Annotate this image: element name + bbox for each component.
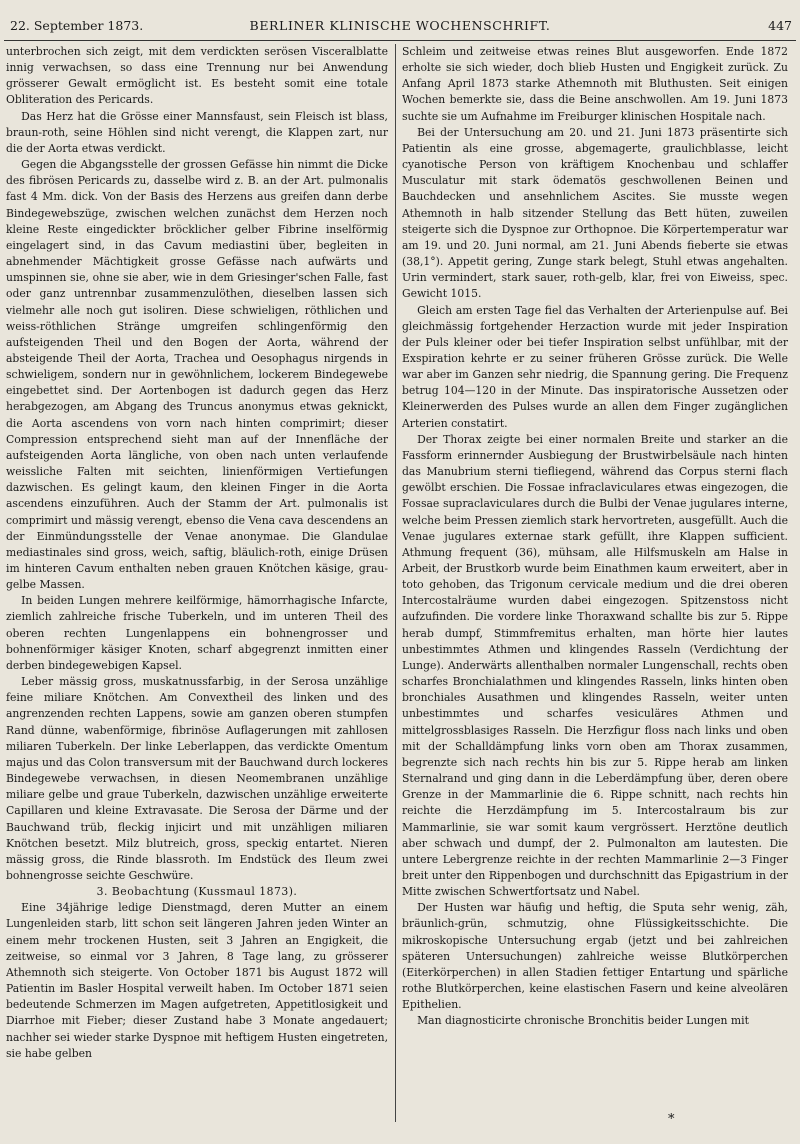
paragraph: Gleich am ersten Tage fiel das Verhalten der Arterienpulse auf. Bei gleichmässig fortgehender Herzaction wurde mit jeder Inspiration der Puls kleiner oder bei tiefer Inspiration selbst unfühlbar, mit der Exspiration kehrte er zu seiner früheren Grösse zurück. Die Welle war aber im Ganzen sehr niedrig, die Spannung gering. Die Frequenz betrug 104—120 in der Minute. Das inspiratorische Aussetzen oder Kleinerwerden des Pulses wurde an allen dem Finger zugänglichen Arterien constatirt. — [402, 303, 788, 430]
right-column — [402, 44, 788, 1124]
header-date: 22. September 1873. — [10, 18, 144, 33]
column-divider — [395, 44, 396, 1122]
paragraph: Der Thorax zeigte bei einer normalen Breite und starker an die Fassform erinnernder Ausbiegung der Brustwirbelsäule nach hinten das Manubrium sterni tiefliegend, während das Corpus sterni flach gewölbt erschien. Die Fossae infraclaviculares etwas eingezogen, die Fossae supraclaviculares durch die Bulbi der Venae jugulares interne, welche beim Pressen ziemlich stark hervortreten, ausgefüllt. Auch die Venae jugulares externae stark gefüllt, ihre Klappen sufficient. Athmung frequent (36), mühsam, alle Hilfsmuskeln am Halse in Arbeit, der Brustkorb wurde beim Einathmen kaum erweitert, aber in toto gehoben, das Trigonum cervicale medium und die drei oberen Intercostalräume wurden dabei eingezogen. Spitzenstoss nicht aufzufinden. Die vordere linke Thoraxwand schallte bis zur 5. Rippe herab dumpf, Stimmfremitus erhalten, man hörte hier lautes unbestimmtes Athmen und klingendes Rasseln (Verdichtung der Lunge). Anderwärts allenthalben normaler Lungenschall, rechts oben scharfes Bronchialathmen und klingendes Rasseln, links hinten oben bronchiales Ausathmen und klingendes Rasseln, weiter unten unbestimmtes und scharfes vesiculäres Athmen und mittelgrossblasiges Rasseln. Die Herzfigur floss nach links und oben mit der Schalldämpfung links vorn oben am Thorax zusammen, begrenzte sich nach rechts hin bis zur 5. Rippe herab am linken Sternalrand und ging dann in die Leberdämpfung über, deren obere Grenze in der Mammarlinie die 6. Rippe schnitt, nach rechts hin reichte die Herzdämpfung im 5. Intercostalraum bis zur Mammarlinie, sie war somit kaum vergrössert. Herztöne deutlich aber schwach und dumpf, der 2. Pulmonalton am lautesten. Die untere Lebergrenze reichte in der rechten Mammarlinie 2—3 Finger breit unter den Rippenbogen und durchschnitt das Epigastrium in der Mitte zwischen Schwertfortsatz und Nabel. — [402, 432, 788, 899]
paragraph: In beiden Lungen mehrere keilförmige, hämorrhagische Infarcte, ziemlich zahlreiche frische Tuberkeln, und im unteren Theil des oberen rechten Lungenlappens ein bohnengrosser und bohnenförmiger käsiger Knoten, scharf abgegrenzt inmitten einer derben bindegewebigen Kapsel. — [6, 594, 388, 672]
footnote-mark: * — [668, 1112, 675, 1127]
paragraph: Gegen die Abgangsstelle der grossen Gefässe hin nimmt die Dicke des fibrösen Pericards zu, dasselbe wird z. B. an der Art. pulmonalis fast 4 Mm. dick. Von der Basis des Herzens aus greifen dann derbe Bindegewebszüge, zwischen welchen zunächst dem Herzen noch kleine Reste eingedickter bröcklicher gelber Fibrine inselförmig eingelagert sind, in das Cavum mediastini über, begleiten in abnehmender Mächtigkeit grosse Gefässe nach aufwärts und umspinnen sie, ohne sie aber, wie in dem Griesinger'schen Falle, fast oder ganz untrennbar zusammenzulöthen, dieselben lassen sich vielmehr alle noch gut isoliren. Diese schwieligen, röthlichen und weiss-röthlichen Stränge umgreifen schlingenförmig den aufsteigenden Theil und den Bogen der Aorta, während der absteigende Theil der Aorta, Trachea und Oesophagus nirgends in schwieligem, sondern nur in gewöhnlichem, lockerem Bindegewebe eingebettet sind. Der Aortenbogen ist dadurch gegen das Herz herabgezogen, am Abgang des Truncus anonymus etwas geknickt, die Aorta ascendens von vorn nach hinten comprimirt; dieser Compression entsprechend sieht man auf der Innenfläche der aufsteigenden Aorta längliche, von oben nach unten verlaufende weissliche Falten mit seichten, linienförmigen Vertiefungen dazwischen. Es gelingt kaum, den kleinen Finger in die Aorta ascendens einzuführen. Auch der Stamm der Art. pulmonalis ist comprimirt und mässig verengt, ebenso die Vena cava descendens an der Einmündungsstelle der Venae anonymae. Die Glandulae mediastinales sind gross, weich, saftig, bläulich-roth, einige Drüsen im hinteren Cavum enthalten neben grauen Knötchen käsige, grau-gelbe Massen. — [6, 158, 388, 592]
paragraph: Der Husten war häufig und heftig, die Sputa sehr wenig, zäh, bräunlich-grün, schmutzig, ohne Flüssigkeitsschichte. Die mikroskopische Untersuchung ergab (jetzt und bei zahlreichen späteren Untersuchungen) zahlreiche weisse Blutkörperchen (Eiterkörperchen) in allen Stadien fettiger Entartung und spärliche rothe Blutkörperchen, keine elastischen Fasern und keine alveolären Epithelien. — [402, 901, 788, 1012]
journal-title: BERLINER KLINISCHE WOCHENSCHRIFT. — [249, 18, 551, 33]
paragraph: unterbrochen sich zeigt, mit dem verdickten serösen Visceralblatte innig verwachsen, so dass eine Trennung nur bei Anwendung grösserer Gewalt ermöglicht ist. Es besteht somit eine totale Obliteration des Pericards. — [6, 45, 388, 107]
paragraph: Leber mässig gross, muskatnussfarbig, in der Serosa unzählige feine miliare Knötchen. Am Convextheil des linken und des angrenzenden rechten Lappens, sowie am ganzen oberen stumpfen Rand dünne, wabenförmige, fibrinöse Auflagerungen mit zahllosen miliaren Tuberkeln. Der linke Leberlappen, das verdickte Omentum majus und das Colon transversum mit der Bauchwand durch lockeres Bindegewebe verwachsen, in diesen Neomembranen unzählige miliare gelbe und graue Tuberkeln, dazwischen unzählige erweiterte Capillaren und kleine Extravasate. Die Serosa der Därme und der Bauchwand trüb, fleckig injicirt und mit unzähligen miliaren Knötchen besetzt. Milz blutreich, gross, speckig entartet. Nieren mässig gross, die Rinde blassroth. Im Endstück des Ileum zwei bohnengrosse seichte Geschwüre. — [6, 675, 388, 882]
paragraph: Bei der Untersuchung am 20. und 21. Juni 1873 präsentirte sich Patientin als eine grosse, abgemagerte, graulichblasse, leicht cyanotische Person von kräftigem Knochenbau und schlaffer Musculatur mit stark ödematös geschwollenen Beinen und Bauchdecken und ansehnlichem Ascites. Sie musste wegen Athemnoth in halb sitzender Stellung das Bett hüten, zuweilen steigerte sich die Dyspnoe zur Orthopnoe. Die Körpertemperatur war am 19. und 20. Juni normal, am 21. Juni Abends fieberte sie etwas (38,1°). Appetit gering, Zunge stark belegt, Stuhl etwas angehalten. Urin vermindert, stark sauer, roth-gelb, klar, frei von Eiweiss, spec. Gewicht 1015. — [402, 125, 788, 301]
header-rule — [4, 40, 796, 41]
left-column — [6, 44, 388, 1124]
paragraph: Man diagnosticirte chronische Bronchitis beider Lungen mit — [417, 1014, 749, 1028]
page-number: 447 — [768, 18, 792, 33]
page-header — [0, 14, 800, 40]
paragraph: Das Herz hat die Grösse einer Mannsfaust, sein Fleisch ist blass, braun-roth, seine Höhlen sind nicht verengt, die Klappen zart, nur die der Aorta etwas verdickt. — [6, 109, 388, 155]
section-subheading: 3. Beobachtung (Kussmaul 1873). — [96, 885, 298, 899]
paragraph: Schleim und zeitweise etwas reines Blut ausgeworfen. Ende 1872 erholte sie sich wieder, doch blieb Husten und Engigkeit zurück. Zu Anfang April 1873 starke Athemnoth mit Bluthusten. Seit einigen Wochen bemerkte sie, dass die Beine anschwollen. Am 19. Juni 1873 suchte sie um Aufnahme im Freiburger klinischen Hospitale nach. — [402, 45, 788, 123]
paragraph: Eine 34jährige ledige Dienstmagd, deren Mutter an einem Lungenleiden starb, litt schon seit längeren Jahren jeden Winter an einem mehr trockenen Husten, seit 3 Jahren an Engigkeit, die zeitweise, so einmal vor 3 Jahren, 8 Tage lang, zu grösserer Athemnoth sich steigerte. Von October 1871 bis August 1872 will Patientin im Basler Hospital verweilt haben. Im October 1871 seien bedeutende Schmerzen im Magen aufgetreten, Appetitlosigkeit und Diarrhoe mit Fieber; dieser Zustand habe 3 Monate angedauert; nachher sei wieder starke Dyspnoe mit heftigem Husten eingetreten, sie habe gelben — [6, 901, 388, 1060]
